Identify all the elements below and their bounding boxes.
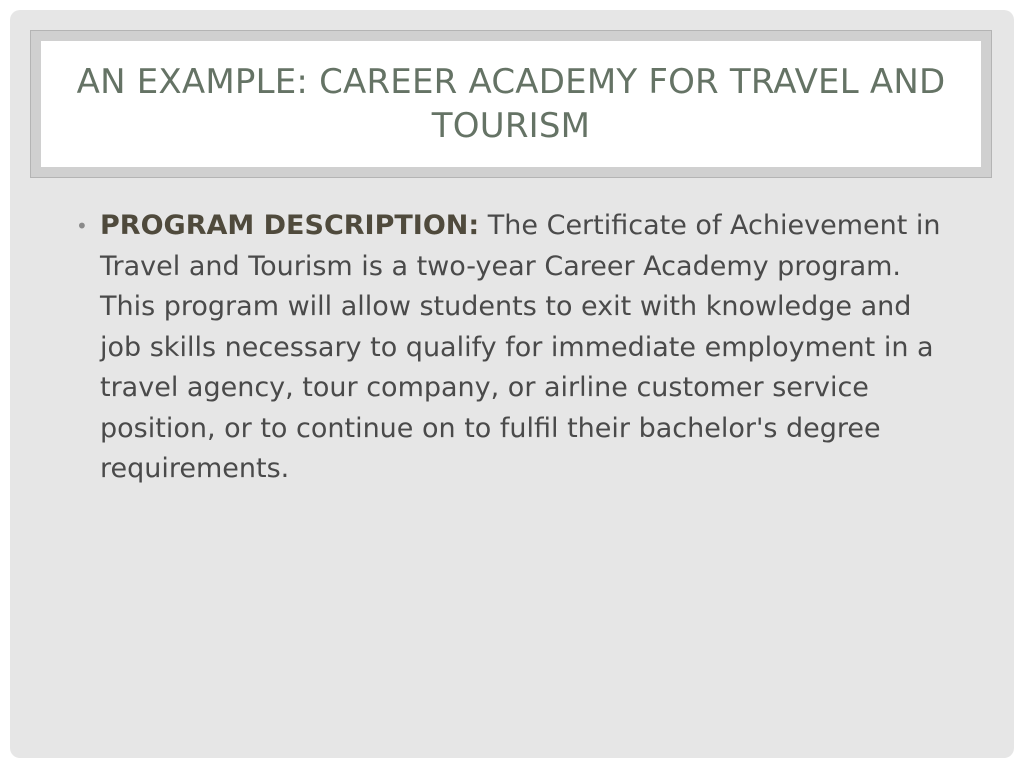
bullet-label: PROGRAM DESCRIPTION: — [100, 210, 480, 241]
slide-title: AN EXAMPLE: CAREER ACADEMY FOR TRAVEL AND TOURISM — [76, 62, 946, 146]
bullet-item — [76, 206, 956, 490]
slide-content — [76, 206, 956, 490]
bullet-text: The Certificate of Achievement in Travel and Tourism is a two-year Career Academy program. This program will allow students to exit with knowledge and job skills necessary to qualify for immediate employment in a travel agency, tour company, or airline customer service position, or to continue on to fulfil their bachelor's degree requirements. — [100, 210, 941, 484]
title-frame — [30, 30, 992, 178]
slide — [10, 10, 1014, 758]
bullet-icon: • — [76, 214, 88, 238]
title-box — [41, 41, 981, 167]
